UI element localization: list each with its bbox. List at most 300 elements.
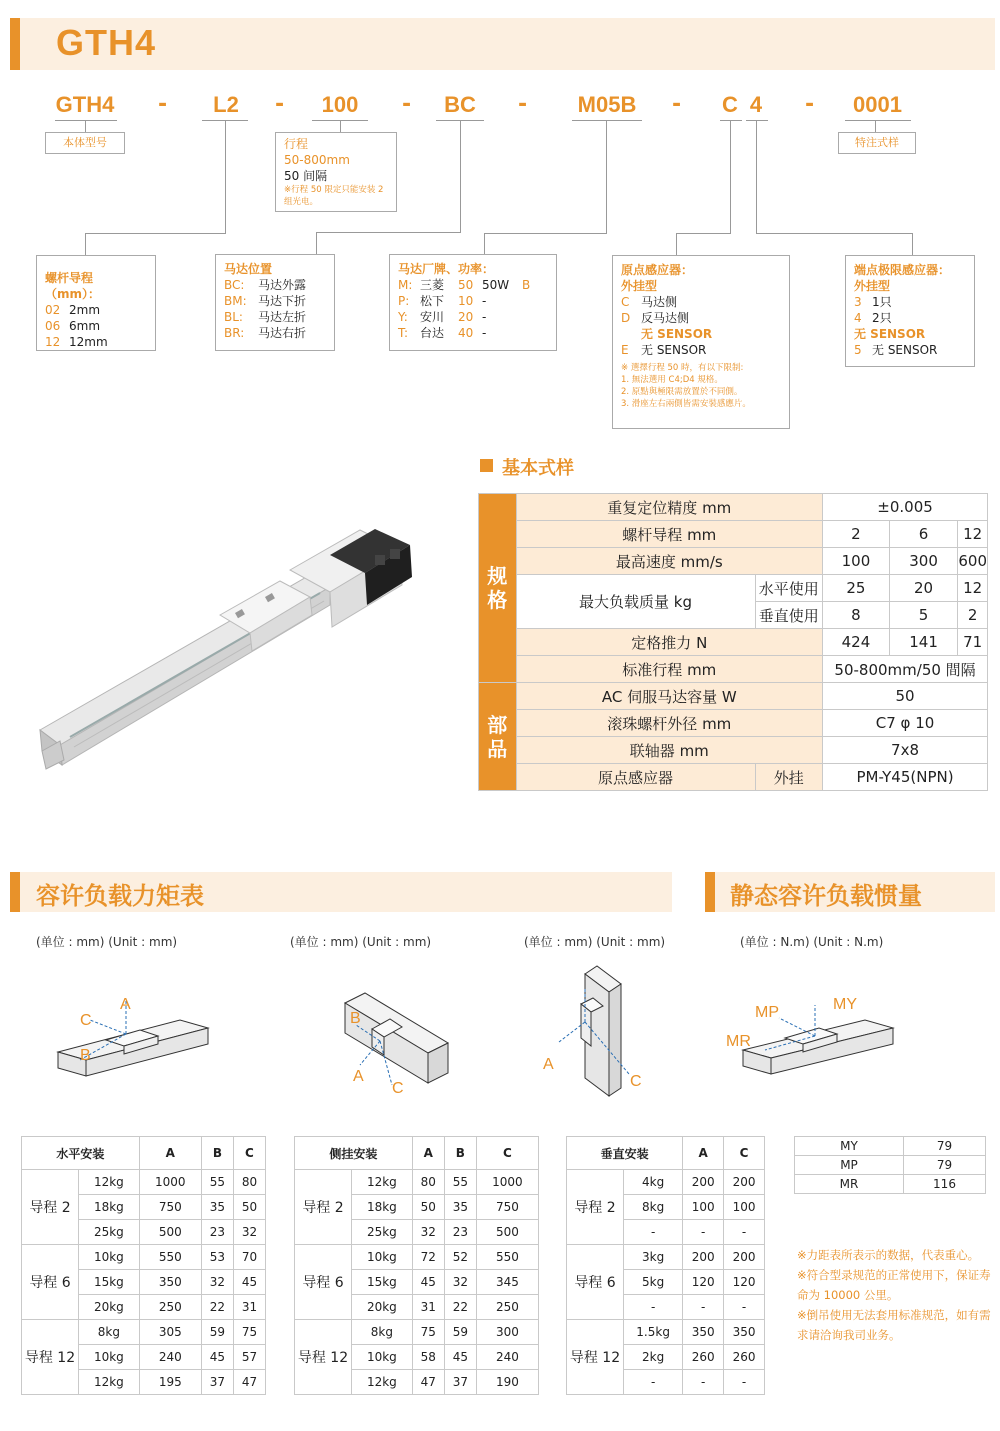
load-cell: 1.5kg (624, 1320, 683, 1345)
origin-heading: 原点感应器： (621, 263, 694, 277)
table-header-cell: C (476, 1137, 538, 1170)
load-cell: 3kg (624, 1245, 683, 1270)
spec-label: 原点感应器 (516, 764, 755, 791)
unit-horizontal: (单位 : mm) (Unit : mm) (36, 935, 178, 949)
motor-brand-box (389, 254, 557, 351)
side-label-spec: 规格 (479, 494, 517, 683)
table-row (22, 1170, 266, 1195)
motor-brand-item: Y: 安川 20 - (398, 310, 487, 324)
diagram-label: MY (833, 996, 857, 1013)
spec-label: 标准行程 mm (516, 656, 823, 683)
table-row (295, 1245, 539, 1270)
moment-cell: 50 (233, 1195, 265, 1220)
basic-spec-marker (480, 459, 493, 472)
table-header-cell: A (683, 1137, 724, 1170)
load-cell: 5kg (624, 1270, 683, 1295)
origin-note: 1. 無法選用 C4;D4 規格。 (621, 375, 723, 385)
table-header-cell: 垂直安装 (567, 1137, 683, 1170)
motor-pos-heading: 马达位置 (224, 262, 273, 276)
moment-cell: 750 (139, 1195, 201, 1220)
label-special-spec: 特注式样 (838, 132, 916, 154)
spec-value: ±0.005 (823, 494, 988, 521)
load-cell: 12kg (79, 1370, 140, 1395)
origin-note: 3. 滑座左右兩側皆需安裝感應片。 (621, 399, 751, 409)
inertia-label: MY (795, 1137, 904, 1156)
moment-cell: 55 (201, 1170, 233, 1195)
underline (845, 120, 911, 121)
code-dash: - (805, 92, 815, 117)
table-header-cell: B (201, 1137, 233, 1170)
moment-cell: 75 (233, 1320, 265, 1345)
moment-cell: 52 (444, 1245, 476, 1270)
static-band-accent (705, 872, 715, 912)
spec-value: C7 φ 10 (823, 710, 988, 737)
connector (225, 120, 226, 233)
table-row (795, 1156, 986, 1175)
moment-cell: 120 (683, 1270, 724, 1295)
table-header-cell: A (412, 1137, 444, 1170)
spec-value: 600 (958, 548, 988, 575)
connector (85, 120, 86, 132)
moment-cell: 305 (139, 1320, 201, 1345)
limit-item: 4 2只 (854, 311, 892, 325)
motor-pos-item: BR: 马达右折 (224, 326, 307, 340)
diagram-label: A (120, 996, 131, 1013)
connector (484, 233, 485, 254)
moment-cell: 100 (724, 1195, 765, 1220)
load-cell: 10kg (352, 1245, 413, 1270)
moment-cell: 240 (476, 1345, 538, 1370)
moment-cell: 300 (476, 1320, 538, 1345)
moment-cell: 47 (233, 1370, 265, 1395)
limit-item: 5 无 SENSOR (854, 343, 938, 357)
notes (797, 1245, 997, 1345)
moment-cell: 35 (201, 1195, 233, 1220)
spec-value: 2 (823, 521, 890, 548)
spec-value: 50 (823, 683, 988, 710)
spec-row (479, 737, 988, 764)
spec-value: PM-Y45(NPN) (823, 764, 988, 791)
moment-cell: 22 (444, 1295, 476, 1320)
moment-cell: 350 (683, 1320, 724, 1345)
spec-row (479, 575, 988, 602)
moment-cell: 200 (683, 1170, 724, 1195)
code-motor-pos: BC (444, 92, 476, 117)
spec-value: 8 (823, 602, 890, 629)
origin-item: E 无 SENSOR (621, 343, 707, 357)
group-label: 导程 12 (295, 1320, 352, 1395)
code-series: GTH4 (55, 92, 115, 117)
moment-cell: 80 (233, 1170, 265, 1195)
group-label: 导程 12 (22, 1320, 79, 1395)
connector (606, 120, 607, 233)
connector (460, 120, 461, 232)
motor-pos-item: BL: 马达左折 (224, 310, 307, 324)
moment-cell: 45 (444, 1345, 476, 1370)
page-title: GTH4 (56, 22, 157, 63)
code-dash: - (402, 92, 412, 117)
moment-cell: 750 (476, 1195, 538, 1220)
moment-cell: 31 (412, 1295, 444, 1320)
lead-item: 02 2mm (45, 303, 101, 317)
note-line: ※倒吊使用无法套用标准规范，如有需求请洽询我司业务。 (797, 1308, 991, 1342)
origin-no-sensor-heading: 无 SENSOR (641, 327, 713, 341)
motor-pos-item: BM: 马达下折 (224, 294, 307, 308)
moment-cell: - (724, 1220, 765, 1245)
motor-brand-item: T: 台达 40 - (398, 326, 487, 340)
spec-row (479, 764, 988, 791)
load-cell: 12kg (352, 1170, 413, 1195)
moment-cell: 22 (201, 1295, 233, 1320)
moment-cell: 47 (412, 1370, 444, 1395)
moment-cell: 260 (683, 1345, 724, 1370)
spec-row (479, 656, 988, 683)
connector (316, 232, 461, 233)
connector (676, 233, 677, 255)
unit-side: (单位 : mm) (Unit : mm) (290, 935, 432, 949)
spec-row (479, 710, 988, 737)
connector (676, 233, 731, 234)
limit-sub: 外挂型 (854, 279, 891, 293)
moment-cell: 190 (476, 1370, 538, 1395)
unit-vertical: (单位 : mm) (Unit : mm) (524, 935, 666, 949)
code-dash: - (158, 92, 168, 117)
diagram-label: MR (726, 1033, 751, 1050)
diagram-horizontal (50, 990, 220, 1090)
load-cell: 12kg (79, 1170, 140, 1195)
stroke-range: 50-800mm (284, 153, 350, 167)
spec-value: 141 (889, 629, 958, 656)
spec-label: 最高速度 mm/s (516, 548, 823, 575)
basic-spec-table (478, 493, 988, 791)
moment-cell: 23 (201, 1220, 233, 1245)
load-cell: 10kg (79, 1345, 140, 1370)
table-header-cell: A (139, 1137, 201, 1170)
moment-cell: 350 (724, 1320, 765, 1345)
spec-value: 71 (958, 629, 988, 656)
moment-cell: 57 (233, 1345, 265, 1370)
motor-brand-item: P: 松下 10 - (398, 294, 487, 308)
table-row (795, 1175, 986, 1194)
spec-label: 定格推力 N (516, 629, 823, 656)
connector (484, 233, 607, 234)
table-header-row (22, 1137, 266, 1170)
moment-cell: 200 (724, 1245, 765, 1270)
moment-band-accent (10, 872, 20, 912)
load-cell: 20kg (79, 1295, 140, 1320)
lead-heading: 螺杆导程（mm）： (45, 271, 101, 301)
moment-cell: 195 (139, 1370, 201, 1395)
table-header-row (295, 1137, 539, 1170)
moment-cell: 58 (412, 1345, 444, 1370)
load-cell: - (624, 1295, 683, 1320)
motor-brand-heading: 马达厂牌、功率： (398, 262, 495, 276)
connector (85, 233, 86, 255)
moment-cell: 50 (412, 1195, 444, 1220)
code-dash: - (275, 92, 285, 117)
inertia-value: 79 (904, 1137, 986, 1156)
moment-cell: 1000 (476, 1170, 538, 1195)
moment-cell: 200 (683, 1245, 724, 1270)
moment-cell: 32 (201, 1270, 233, 1295)
side-label-parts: 部品 (479, 683, 517, 791)
connector (912, 233, 913, 255)
spec-value: 424 (823, 629, 890, 656)
moment-cell: 23 (444, 1220, 476, 1245)
moment-cell: 32 (233, 1220, 265, 1245)
lead-item: 12 12mm (45, 335, 108, 349)
moment-cell: - (683, 1295, 724, 1320)
moment-cell: 45 (412, 1270, 444, 1295)
moment-cell: - (724, 1295, 765, 1320)
moment-cell: 32 (444, 1270, 476, 1295)
spec-label: 最大负载质量 kg (516, 575, 755, 629)
moment-cell: - (683, 1370, 724, 1395)
moment-cell: 350 (139, 1270, 201, 1295)
spec-value: 12 (958, 575, 988, 602)
group-label: 导程 6 (567, 1245, 624, 1320)
moment-cell: 250 (139, 1295, 201, 1320)
spec-value: 12 (958, 521, 988, 548)
moment-cell: 345 (476, 1270, 538, 1295)
diagram-label: A (353, 1068, 364, 1085)
moment-cell: 500 (476, 1220, 538, 1245)
moment-cell: 240 (139, 1345, 201, 1370)
limit-heading: 端点极限感应器： (854, 263, 951, 277)
static-inertia-table (794, 1136, 986, 1194)
moment-cell: 500 (139, 1220, 201, 1245)
spec-value: 100 (823, 548, 890, 575)
diagram-label: B (80, 1047, 91, 1064)
label-body-model: 本体型号 (45, 132, 125, 154)
stroke-heading: 行程 (284, 137, 309, 151)
spec-value: 300 (889, 548, 958, 575)
connector (730, 120, 731, 233)
moment-cell: 550 (139, 1245, 201, 1270)
moment-cell: 45 (233, 1270, 265, 1295)
origin-item: C 马达侧 (621, 295, 678, 309)
load-cell: 2kg (624, 1345, 683, 1370)
load-cell: 8kg (624, 1195, 683, 1220)
code-lead: L2 (213, 92, 239, 117)
load-cell: 15kg (79, 1270, 140, 1295)
diagram-label: MP (755, 1004, 779, 1021)
origin-sub: 外挂型 (621, 279, 658, 293)
table-header-cell: B (444, 1137, 476, 1170)
table-row (567, 1320, 765, 1345)
unit-static: (单位 : N.m) (Unit : N.m) (740, 935, 884, 949)
moment-cell: 100 (683, 1195, 724, 1220)
moment-cell: 55 (444, 1170, 476, 1195)
inertia-label: MR (795, 1175, 904, 1194)
connector (340, 120, 341, 132)
load-cell: 4kg (624, 1170, 683, 1195)
inertia-label: MP (795, 1156, 904, 1175)
origin-sensor-box (612, 255, 790, 429)
load-cell: 8kg (79, 1320, 140, 1345)
load-cell: 20kg (352, 1295, 413, 1320)
motor-brand-item: M: 三菱 50 50W B (398, 278, 531, 292)
table-header-cell: 水平安装 (22, 1137, 140, 1170)
vertical-moment-table (566, 1136, 765, 1395)
spec-label: 重复定位精度 mm (516, 494, 823, 521)
spec-row (479, 521, 988, 548)
connector (756, 233, 913, 234)
spec-value: 7x8 (823, 737, 988, 764)
underline (746, 120, 768, 121)
diagram-label: B (350, 1010, 361, 1027)
inertia-value: 116 (904, 1175, 986, 1194)
origin-note: ※ 選擇行程 50 時，有以下限制: (621, 363, 744, 373)
group-label: 导程 2 (22, 1170, 79, 1245)
moment-cell: 1000 (139, 1170, 201, 1195)
code-dash: - (672, 92, 682, 117)
moment-cell: - (683, 1220, 724, 1245)
code-limit: 4 (749, 92, 763, 117)
load-cell: 10kg (79, 1245, 140, 1270)
diagram-label: C (80, 1012, 92, 1029)
spec-sublabel: 外挂 (755, 764, 823, 791)
limit-sensor-box (845, 255, 975, 367)
spec-row (479, 629, 988, 656)
moment-cell: 72 (412, 1245, 444, 1270)
moment-cell: 59 (444, 1320, 476, 1345)
group-label: 导程 6 (295, 1245, 352, 1320)
connector (85, 233, 226, 234)
spec-value: 5 (889, 602, 958, 629)
moment-cell: 120 (724, 1270, 765, 1295)
actuator-illustration (30, 515, 450, 785)
moment-cell: 70 (233, 1245, 265, 1270)
group-label: 导程 12 (567, 1320, 624, 1395)
load-cell: 25kg (79, 1220, 140, 1245)
code-motor: M05B (577, 92, 637, 117)
inertia-value: 79 (904, 1156, 986, 1175)
note-line: ※符合型录规范的正常使用下，保证寿命为 10000 公里。 (797, 1268, 991, 1302)
moment-cell: 53 (201, 1245, 233, 1270)
underline (572, 120, 642, 121)
group-label: 导程 2 (567, 1170, 624, 1245)
side-moment-table (294, 1136, 539, 1395)
connector (316, 232, 317, 254)
code-dash: - (518, 92, 528, 117)
table-header-row (567, 1137, 765, 1170)
group-label: 导程 2 (295, 1170, 352, 1245)
table-header-cell: C (724, 1137, 765, 1170)
moment-cell: 37 (201, 1370, 233, 1395)
load-cell: 18kg (352, 1195, 413, 1220)
horizontal-moment-table (21, 1136, 266, 1395)
spec-label: AC 伺服马达容量 W (516, 683, 823, 710)
table-row (567, 1245, 765, 1270)
spec-label: 联轴器 mm (516, 737, 823, 764)
table-row (795, 1137, 986, 1156)
load-cell: 8kg (352, 1320, 413, 1345)
title-accent (10, 18, 20, 70)
load-cell: 15kg (352, 1270, 413, 1295)
lead-item: 06 6mm (45, 319, 101, 333)
moment-cell: 260 (724, 1345, 765, 1370)
motor-position-box (215, 254, 335, 351)
load-cell: 25kg (352, 1220, 413, 1245)
moment-cell: 59 (201, 1320, 233, 1345)
spec-row (479, 548, 988, 575)
spec-row (479, 683, 988, 710)
moment-cell: 80 (412, 1170, 444, 1195)
group-label: 导程 6 (22, 1245, 79, 1320)
origin-item: D 反马达侧 (621, 311, 690, 325)
origin-note: 2. 原點與極限需放置於不同側。 (621, 387, 743, 397)
code-special: 0001 (853, 92, 902, 117)
code-stroke: 100 (321, 92, 359, 117)
motor-pos-item: BC: 马达外露 (224, 278, 307, 292)
static-heading: 静态容许负载惯量 (730, 882, 922, 910)
moment-cell: 75 (412, 1320, 444, 1345)
table-row (567, 1170, 765, 1195)
spec-value: 20 (889, 575, 958, 602)
moment-cell: - (724, 1370, 765, 1395)
table-row (295, 1320, 539, 1345)
stroke-interval: 50 间隔 (284, 169, 328, 183)
table-row (22, 1245, 266, 1270)
lead-box (36, 255, 156, 351)
load-cell: 12kg (352, 1370, 413, 1395)
moment-cell: 35 (444, 1195, 476, 1220)
spec-value: 50-800mm/50 間隔 (823, 656, 988, 683)
table-row (295, 1170, 539, 1195)
code-origin: C (722, 92, 738, 117)
diagram-label: A (543, 1056, 554, 1073)
title-bar (10, 18, 995, 70)
diagram-label: C (392, 1080, 404, 1097)
spec-value: 25 (823, 575, 890, 602)
load-cell: 18kg (79, 1195, 140, 1220)
moment-cell: 31 (233, 1295, 265, 1320)
stroke-note: ※行程 50 限定只能安装 2 组光电。 (284, 185, 384, 207)
load-cell: 10kg (352, 1345, 413, 1370)
limit-no-sensor-heading: 无 SENSOR (854, 327, 926, 341)
table-row (22, 1320, 266, 1345)
moment-cell: 550 (476, 1245, 538, 1270)
load-cell: - (624, 1370, 683, 1395)
connector (875, 120, 876, 132)
spec-row (479, 494, 988, 521)
basic-spec-heading: 基本式样 (502, 458, 574, 479)
moment-cell: 200 (724, 1170, 765, 1195)
load-cell: - (624, 1220, 683, 1245)
underline (720, 120, 742, 121)
moment-cell: 45 (201, 1345, 233, 1370)
stroke-box (275, 132, 397, 212)
spec-value: 2 (958, 602, 988, 629)
spec-value: 6 (889, 521, 958, 548)
diagram-label: C (630, 1073, 642, 1090)
moment-cell: 250 (476, 1295, 538, 1320)
spec-sublabel: 垂直使用 (755, 602, 823, 629)
moment-heading: 容许负载力矩表 (36, 882, 204, 910)
moment-cell: 32 (412, 1220, 444, 1245)
table-header-cell: C (233, 1137, 265, 1170)
spec-sublabel: 水平使用 (755, 575, 823, 602)
spec-label: 滚珠螺杆外径 mm (516, 710, 823, 737)
underline (55, 120, 117, 121)
table-header-cell: 侧挂安装 (295, 1137, 413, 1170)
connector (756, 120, 757, 233)
limit-item: 3 1只 (854, 295, 892, 309)
spec-label: 螺杆导程 mm (516, 521, 823, 548)
note-line: ※力距表所表示的数据，代表重心。 (797, 1248, 980, 1262)
moment-cell: 37 (444, 1370, 476, 1395)
